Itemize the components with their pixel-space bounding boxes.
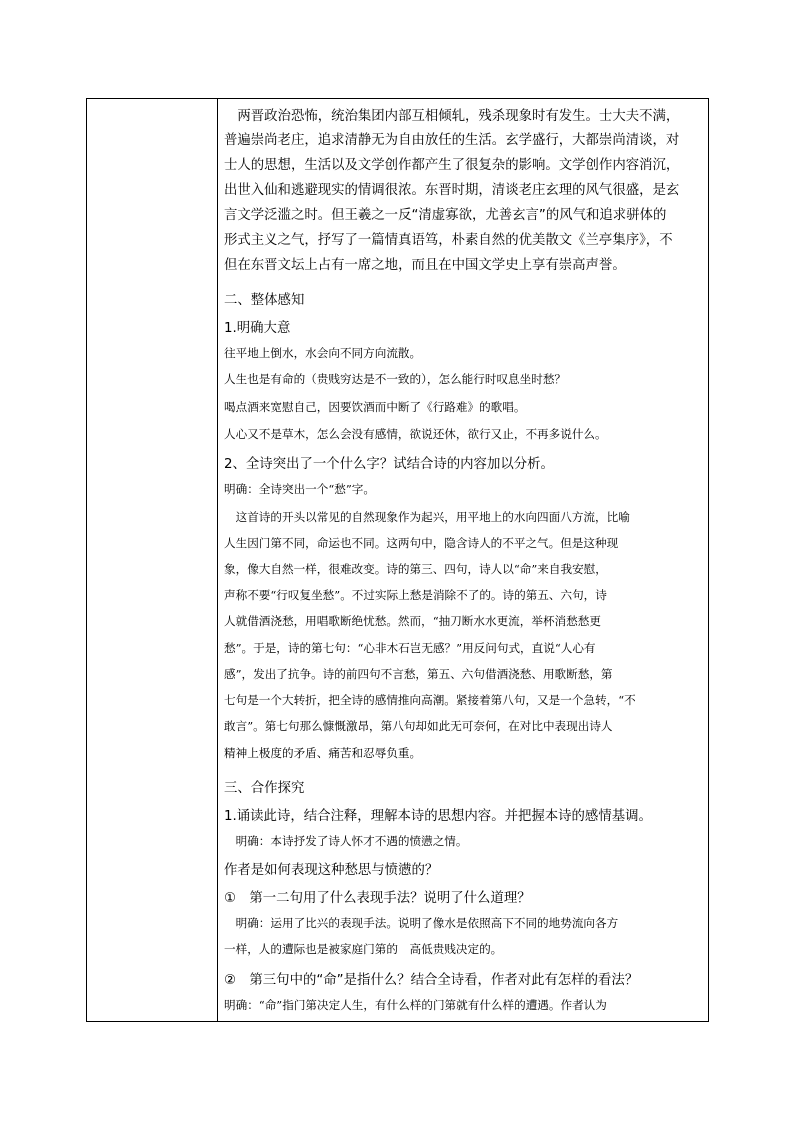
- text-line: 人生因门第不同，命运也不同。这两句中，隐含诗人的不平之气。但是这种现: [224, 536, 619, 550]
- text-line: ① 第一二句用了什么表现手法？说明了什么道理？: [224, 891, 531, 906]
- text-line: 七句是一个大转折，把全诗的感情推向高潮。紧接着第八句，又是一个急转，“不: [224, 693, 636, 707]
- text-line: 明确：运用了比兴的表现手法。说明了像水是依照高下不同的地势流向各方: [224, 916, 619, 930]
- text-line: 1.明确大意: [224, 321, 291, 336]
- text-line: 人生也是有命的（贵贱穷达是不一致的），怎么能行时叹息坐时愁？: [224, 372, 567, 386]
- text-line: 两晋政治恐怖，统治集团内部互相倾轧，残杀现象时有发生。士大夫不满，: [224, 109, 680, 124]
- text-line: 人心又不是草木，怎么会没有感情，欲说还休，欲行又止，不再多说什么。: [224, 427, 607, 441]
- text-line: 言文学泛滥之时。但王羲之一反“清虚寡欲，尤善玄言”的风气和追求骈体的: [224, 208, 667, 223]
- text-line: 敢言”。第七句那么慷慨激昂，第八句却如此无可奈何，在对比中表现出诗人: [224, 719, 613, 733]
- text-line: 明确：全诗突出一个“愁”字。: [224, 482, 375, 496]
- text-line: 愁”。于是，诗的第七句：“心非木石岂无感？”用反问句式，直说“人心有: [224, 641, 596, 655]
- text-line: 明确：“命”指门第决定人生，有什么样的门第就有什么样的遭遇。作者认为: [224, 998, 607, 1012]
- text-line: 精神上极度的矛盾、痛苦和忍辱负重。: [224, 746, 422, 760]
- text-line: 1.诵读此诗，结合注释，理解本诗的思想内容。并把握本诗的感情基调。: [224, 809, 652, 824]
- text-line: 三、合作探究: [224, 781, 305, 796]
- text-line: 明确：本诗抒发了诗人怀才不遇的愤懑之情。: [224, 834, 468, 848]
- text-line: 声称不要“行叹复坐愁”。不过实际上愁是消除不了的。诗的第五、六句，诗: [224, 588, 607, 602]
- text-line: 士人的思想，生活以及文学创作都产生了很复杂的影响。文学创作内容消沉，: [224, 158, 680, 173]
- text-line: 象，像大自然一样，很难改变。诗的第三、四句，诗人以“命”来自我安慰，: [224, 562, 607, 576]
- text-line: 这首诗的开头以常见的自然现象作为起兴，用平地上的水向四面八方流，比喻: [224, 510, 630, 524]
- text-line: 2、全诗突出了一个什么字？试结合诗的内容加以分析。: [224, 457, 554, 472]
- text-line: 二、整体感知: [224, 293, 305, 308]
- document-table: [86, 98, 709, 1022]
- text-line: ② 第三句中的“命”是指什么？结合全诗看，作者对此有怎样的看法？: [224, 973, 639, 988]
- text-line: 往平地上倒水，水会向不同方向流散。: [224, 346, 422, 360]
- text-line: 但在东晋文坛上占有一席之地，而且在中国文学史上享有崇高声誉。: [224, 258, 626, 273]
- text-line: 作者是如何表现这种愁思与愤懑的？: [224, 863, 439, 878]
- text-line: 普遍崇尚老庄，追求清静无为自由放任的生活。玄学盛行，大都崇尚清谈，对: [224, 133, 680, 148]
- column-divider: [217, 99, 218, 1021]
- text-line: 人就借酒浇愁，用唱歌断绝忧愁。然而，“抽刀断水水更流，举杯消愁愁更: [224, 614, 601, 628]
- text-line: 一样，人的遭际也是被家庭门第的 高低贵贱决定的。: [224, 942, 503, 956]
- text-line: 喝点酒来宽慰自己，因要饮酒而中断了《行路难》的歌唱。: [224, 400, 526, 414]
- text-line: 感”，发出了抗争。诗的前四句不言愁，第五、六句借酒浇愁、用歌断愁，第: [224, 667, 613, 681]
- text-line: 形式主义之气，抒写了一篇情真语笃，朴素自然的优美散文《兰亭集序》，不: [224, 233, 673, 248]
- text-line: 出世入仙和逃避现实的情调很浓。东晋时期，清谈老庄玄理的风气很盛，是玄: [224, 183, 680, 198]
